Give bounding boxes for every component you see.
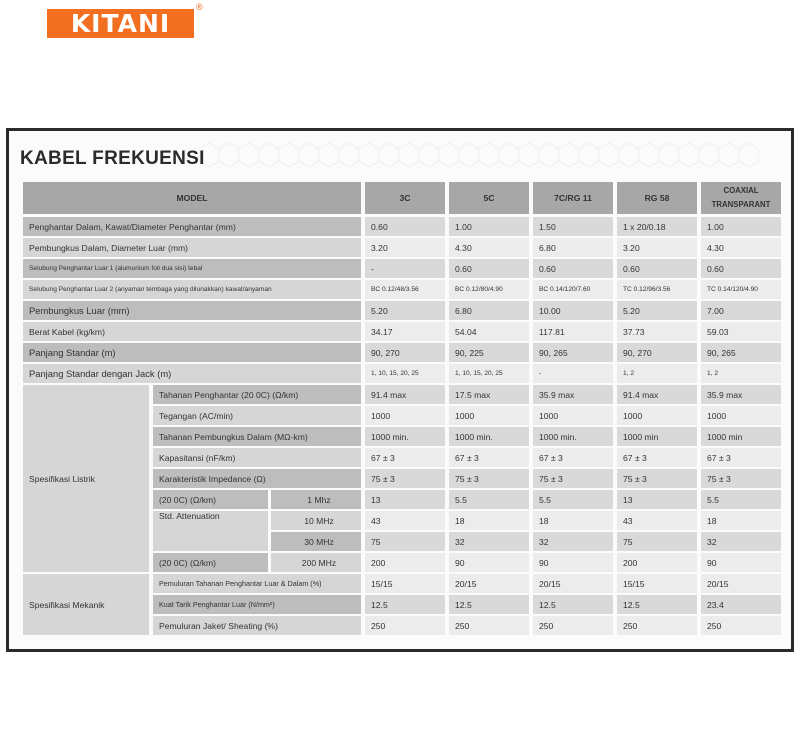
value-cell: 250: [533, 616, 613, 635]
attenuation-label: Std. Attenuation: [153, 511, 268, 551]
value-cell: 0.60: [533, 259, 613, 278]
value-cell: 75: [617, 532, 697, 551]
value-cell: BC 0.12/48/3.56: [365, 280, 445, 299]
value-cell: 90, 265: [701, 343, 781, 362]
value-cell: 91.4 max: [365, 385, 445, 404]
value-cell: 1000: [701, 406, 781, 425]
column-header: 3C: [365, 182, 445, 214]
value-cell: 1000 min: [701, 427, 781, 446]
value-cell: 1, 2: [701, 364, 781, 383]
value-cell: 75: [365, 532, 445, 551]
value-cell: 90, 265: [533, 343, 613, 362]
value-cell: 20/15: [533, 574, 613, 593]
value-cell: 18: [533, 511, 613, 530]
value-cell: 90, 270: [365, 343, 445, 362]
attenuation-unit: (20 0C) (Ω/km): [153, 490, 268, 509]
value-cell: 23.4: [701, 595, 781, 614]
value-cell: 37.73: [617, 322, 697, 341]
value-cell: 43: [365, 511, 445, 530]
value-cell: 75 ± 3: [449, 469, 529, 488]
value-cell: 117.81: [533, 322, 613, 341]
value-cell: 1.00: [449, 217, 529, 236]
value-cell: 0.60: [701, 259, 781, 278]
value-cell: 1000 min: [617, 427, 697, 446]
row-label: Karakteristik Impedance (Ω): [153, 469, 361, 488]
row-label: Pemuluran Jaket/ Sheating (%): [153, 616, 361, 635]
value-cell: 5.5: [533, 490, 613, 509]
value-cell: 67 ± 3: [365, 448, 445, 467]
value-cell: 1, 2: [617, 364, 697, 383]
value-cell: 12.5: [617, 595, 697, 614]
value-cell: 0.60: [617, 259, 697, 278]
value-cell: 5.5: [449, 490, 529, 509]
value-cell: 35.9 max: [533, 385, 613, 404]
value-cell: 75 ± 3: [701, 469, 781, 488]
value-cell: 15/15: [617, 574, 697, 593]
value-cell: 4.30: [449, 238, 529, 257]
value-cell: 1000: [617, 406, 697, 425]
value-cell: 3.20: [617, 238, 697, 257]
value-cell: TC 0.12/96/3.56: [617, 280, 697, 299]
page-title: KABEL FREKUENSI: [20, 148, 205, 169]
row-label: Penghantar Dalam, Kawat/Diameter Penghantar (mm): [23, 217, 361, 236]
value-cell: 5.5: [701, 490, 781, 509]
value-cell: 75 ± 3: [365, 469, 445, 488]
value-cell: 54.04: [449, 322, 529, 341]
value-cell: 90: [449, 553, 529, 572]
value-cell: 13: [365, 490, 445, 509]
frequency-label: 30 MHz: [271, 532, 361, 551]
value-cell: 67 ± 3: [701, 448, 781, 467]
value-cell: 91.4 max: [617, 385, 697, 404]
value-cell: 12.5: [533, 595, 613, 614]
value-cell: 10.00: [533, 301, 613, 320]
value-cell: 4.30: [701, 238, 781, 257]
value-cell: 67 ± 3: [533, 448, 613, 467]
value-cell: 1000 min.: [365, 427, 445, 446]
value-cell: 35.9 max: [701, 385, 781, 404]
frequency-label: 10 MHz: [271, 511, 361, 530]
row-label: Kuat Tarik Penghantar Luar (N/mm²): [153, 595, 361, 614]
kitani-logo: KITANI: [47, 9, 194, 38]
value-cell: 0.60: [365, 217, 445, 236]
value-cell: -: [365, 259, 445, 278]
value-cell: 1000 min.: [449, 427, 529, 446]
column-header: RG 58: [617, 182, 697, 214]
row-label: Pemuluran Tahanan Penghantar Luar & Dalam (%): [153, 574, 361, 593]
column-header: COAXIAL TRANSPARANT: [701, 182, 781, 214]
row-label: Selubung Penghantar Luar 1 (alumunium foil dua sisi) tebal: [23, 259, 361, 278]
value-cell: 90, 270: [617, 343, 697, 362]
value-cell: 75 ± 3: [533, 469, 613, 488]
attenuation-unit: (20 0C) (Ω/km): [153, 553, 268, 572]
value-cell: 67 ± 3: [617, 448, 697, 467]
value-cell: 250: [617, 616, 697, 635]
value-cell: BC 0.12/80/4.90: [449, 280, 529, 299]
value-cell: 32: [701, 532, 781, 551]
row-label: Pembungkus Luar (mm): [23, 301, 361, 320]
value-cell: 20/15: [701, 574, 781, 593]
row-label: Pembungkus Dalam, Diameter Luar (mm): [23, 238, 361, 257]
value-cell: 5.20: [617, 301, 697, 320]
value-cell: 1.00: [701, 217, 781, 236]
value-cell: 200: [365, 553, 445, 572]
value-cell: 1000 min.: [533, 427, 613, 446]
model-header: MODEL: [23, 182, 361, 214]
value-cell: 32: [449, 532, 529, 551]
hexagon-pattern: [199, 139, 759, 179]
group-label-mekanik: Spesifikasi Mekanik: [23, 574, 149, 635]
value-cell: 1000: [449, 406, 529, 425]
value-cell: 6.80: [449, 301, 529, 320]
column-header: 7C/RG 11: [533, 182, 613, 214]
row-label: Berat Kabel (kg/km): [23, 322, 361, 341]
value-cell: -: [533, 364, 613, 383]
value-cell: 59.03: [701, 322, 781, 341]
value-cell: 12.5: [449, 595, 529, 614]
value-cell: 3.20: [365, 238, 445, 257]
value-cell: 5.20: [365, 301, 445, 320]
value-cell: 20/15: [449, 574, 529, 593]
row-label: Tahanan Pembungkus Dalam (MΩ-km): [153, 427, 361, 446]
row-label: Panjang Standar (m): [23, 343, 361, 362]
value-cell: 200: [617, 553, 697, 572]
value-cell: 18: [701, 511, 781, 530]
value-cell: 1000: [365, 406, 445, 425]
value-cell: 250: [701, 616, 781, 635]
value-cell: 15/15: [365, 574, 445, 593]
row-label: Tahanan Penghantar (20 0C) (Ω/km): [153, 385, 361, 404]
value-cell: TC 0.14/120/4.90: [701, 280, 781, 299]
value-cell: 43: [617, 511, 697, 530]
value-cell: 75 ± 3: [617, 469, 697, 488]
value-cell: 18: [449, 511, 529, 530]
frequency-label: 200 MHz: [271, 553, 361, 572]
row-label: Selubung Penghantar Luar 2 (anyaman tembaga yang dilunakkan) kawat/anyaman: [23, 280, 361, 299]
value-cell: 6.80: [533, 238, 613, 257]
column-header: 5C: [449, 182, 529, 214]
value-cell: 34.17: [365, 322, 445, 341]
value-cell: 12.5: [365, 595, 445, 614]
value-cell: 90: [533, 553, 613, 572]
value-cell: 1000: [533, 406, 613, 425]
value-cell: 17.5 max: [449, 385, 529, 404]
value-cell: 7.00: [701, 301, 781, 320]
value-cell: 0.60: [449, 259, 529, 278]
value-cell: 90, 225: [449, 343, 529, 362]
value-cell: 90: [701, 553, 781, 572]
value-cell: 250: [365, 616, 445, 635]
row-label: Tegangan (AC/min): [153, 406, 361, 425]
value-cell: 32: [533, 532, 613, 551]
row-label: Panjang Standar dengan Jack (m): [23, 364, 361, 383]
group-label-listrik: Spesifikasi Listrik: [23, 385, 149, 572]
value-cell: 13: [617, 490, 697, 509]
registered-mark: ®: [196, 2, 203, 12]
value-cell: 1 x 20/0.18: [617, 217, 697, 236]
row-label: Kapasitansi (nF/km): [153, 448, 361, 467]
value-cell: BC 0.14/120/7.60: [533, 280, 613, 299]
value-cell: 1, 10, 15, 20, 25: [449, 364, 529, 383]
value-cell: 1, 10, 15, 20, 25: [365, 364, 445, 383]
value-cell: 1.50: [533, 217, 613, 236]
value-cell: 67 ± 3: [449, 448, 529, 467]
value-cell: 250: [449, 616, 529, 635]
frequency-label: 1 Mhz: [271, 490, 361, 509]
